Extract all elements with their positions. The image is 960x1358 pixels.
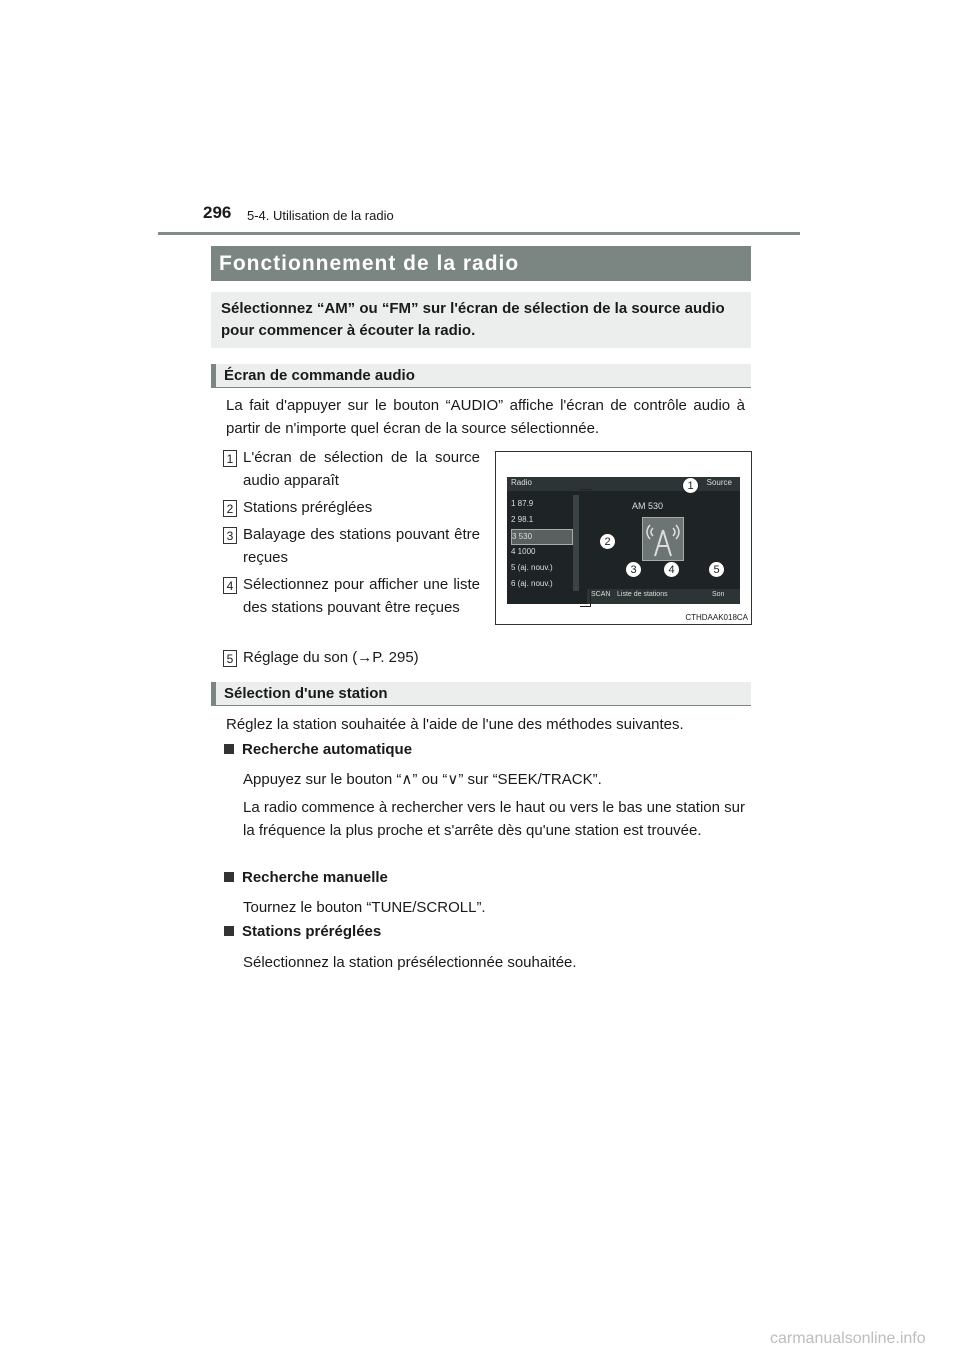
- item-text-1: L'écran de sélection de la source audio apparaît: [243, 449, 480, 489]
- callout-1: 1: [682, 477, 699, 494]
- section1-paragraph: La fait d'appuyer sur le bouton “AUDIO” affiche l'écran de contrôle audio à partir de n'importe quel écran de la source sélectionnée.: [226, 397, 745, 437]
- screen-title: Radio: [511, 478, 532, 487]
- item-number-2: 2: [223, 500, 237, 517]
- bullet-auto-search-title: Recherche automatique: [242, 741, 413, 758]
- presets-line-1: Sélectionnez la station présélectionnée souhaitée.: [243, 954, 577, 971]
- page-number: 296: [203, 203, 232, 222]
- item-text-2: Stations préréglées: [243, 499, 373, 516]
- manual-search-line-1: Tournez le bouton “TUNE/SCROLL”.: [243, 899, 486, 916]
- intro-box: Sélectionnez “AM” ou “FM” sur l'écran de sélection de la source audio pour commencer à écouter la radio.: [211, 292, 751, 348]
- bullet-manual-search-title: Recherche manuelle: [242, 869, 388, 886]
- bullet-square-icon: [224, 872, 234, 882]
- item-text-5: Réglage du son (→P. 295): [243, 649, 419, 666]
- screen-list-button: Liste de stations: [617, 591, 668, 598]
- callout-2: 2: [599, 533, 616, 550]
- screen-sound-button: Son: [712, 591, 725, 598]
- radio-screen: [507, 477, 740, 604]
- bullet-square-icon: [224, 926, 234, 936]
- page-title: Fonctionnement de la radio: [211, 246, 751, 281]
- callout-3: 3: [625, 561, 642, 578]
- bullet-square-icon: [224, 744, 234, 754]
- chapter-title: 5-4. Utilisation de la radio: [247, 208, 394, 223]
- preset-3: 3 530: [511, 529, 573, 545]
- callout-4: 4: [663, 561, 680, 578]
- header-rule: [158, 232, 800, 235]
- item-number-1: 1: [223, 450, 237, 467]
- antenna-icon: [642, 517, 684, 561]
- preset-6: 6 (aj. nouv.): [511, 579, 553, 588]
- item-number-4: 4: [223, 577, 237, 594]
- preset-1: 1 87.9: [511, 499, 534, 508]
- bullet-auto-search: [224, 741, 412, 758]
- screen-scan-button: SCAN: [591, 591, 611, 598]
- watermark: carmanualsonline.info: [770, 1330, 926, 1347]
- preset-4: 4 1000: [511, 547, 536, 556]
- radio-screen-figure: [495, 451, 752, 625]
- bullet-presets-title: Stations préréglées: [242, 923, 382, 940]
- preset-scrollbar: [573, 495, 579, 591]
- section2-paragraph: Réglez la station souhaitée à l'aide de l'une des méthodes suivantes.: [226, 716, 684, 733]
- item-number-5: 5: [223, 650, 237, 667]
- preset-5: 5 (aj. nouv.): [511, 563, 553, 572]
- screen-station: AM 530: [632, 501, 664, 511]
- preset-bracket: [580, 489, 591, 607]
- item-text-3: Balayage des stations pouvant être reçues: [243, 526, 480, 566]
- preset-2: 2 98.1: [511, 515, 534, 524]
- section-heading-station-selection: Sélection d'une station: [211, 682, 751, 706]
- callout-5: 5: [708, 561, 725, 578]
- item-text-4: Sélectionnez pour afficher une liste des stations pouvant être reçues: [243, 576, 480, 616]
- bullet-presets: [224, 923, 381, 940]
- item-number-3: 3: [223, 527, 237, 544]
- bullet-manual-search: [224, 869, 388, 886]
- screen-source-button: Source: [706, 478, 732, 487]
- auto-search-line-1: Appuyez sur le bouton “∧” ou “∨” sur “SEEK/TRACK”.: [243, 771, 602, 788]
- auto-search-line-2: La radio commence à rechercher vers le haut ou vers le bas une station sur la fréquence la plus proche et s'arrête dès qu'une station est trouvée.: [243, 799, 745, 839]
- figure-code: CTHDAAK018CA: [685, 613, 748, 622]
- section-heading-audio-screen: Écran de commande audio: [211, 364, 751, 388]
